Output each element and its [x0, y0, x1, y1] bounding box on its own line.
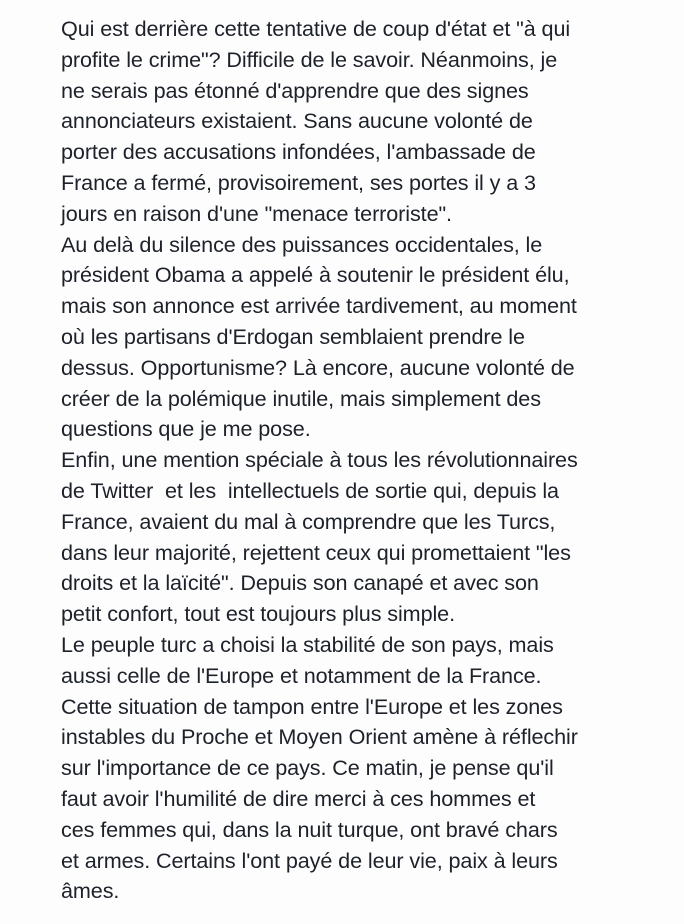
text-line: jours en raison d'une "menace terroriste". — [61, 200, 452, 226]
text-line: mais son annonce est arrivée tardivement, au moment — [61, 293, 577, 319]
text-line: aussi celle de l'Europe et notamment de la France. — [61, 662, 542, 688]
text-line: âmes. — [61, 878, 120, 904]
text-line: France a fermé, provisoirement, ses portes il y a 3 — [61, 169, 536, 195]
text-line: dessus. Opportunisme? Là encore, aucune volonté de — [61, 354, 575, 380]
text-line: Enfin, une mention spéciale à tous les révolutionnaires — [61, 447, 578, 473]
text-line: Cette situation de tampon entre l'Europe et les zones — [61, 693, 563, 719]
text-line: sur l'importance de ce pays. Ce matin, je pense qu'il — [61, 755, 554, 781]
text-line: et armes. Certains l'ont payé de leur vie, paix à leurs — [61, 847, 558, 873]
text-line: instables du Proche et Moyen Orient amène à réflechir — [61, 724, 578, 750]
text-line: de Twitter et les intellectuels de sortie qui, depuis la — [61, 477, 559, 503]
text-line: Le peuple turc a choisi la stabilité de son pays, mais — [61, 631, 554, 657]
text-line: président Obama a appelé à soutenir le président élu, — [61, 262, 570, 288]
text-line: petit confort, tout est toujours plus simple. — [61, 601, 455, 627]
text-line: annonciateurs existaient. Sans aucune volonté de — [61, 108, 533, 134]
text-line: ces femmes qui, dans la nuit turque, ont bravé chars — [61, 816, 558, 842]
text-line: où les partisans d'Erdogan semblaient prendre le — [61, 323, 525, 349]
text-line: questions que je me pose. — [61, 416, 311, 442]
text-line: Qui est derrière cette tentative de coup d'état et "à qui — [61, 16, 571, 41]
text-line: profite le crime"? Difficile de le savoir. Néanmoins, je — [61, 46, 558, 72]
text-line: ne serais pas étonné d'apprendre que des signes — [61, 77, 529, 103]
post-text — [61, 14, 661, 907]
text-line: droits et la laïcité". Depuis son canapé et avec son — [61, 570, 539, 596]
text-line: créer de la polémique inutile, mais simplement des — [61, 385, 541, 411]
text-line: porter des accusations infondées, l'ambassade de — [61, 139, 536, 165]
text-line: Au delà du silence des puissances occidentales, le — [61, 231, 543, 257]
text-line: dans leur majorité, rejettent ceux qui promettaient "les — [61, 539, 571, 565]
text-line: France, avaient du mal à comprendre que les Turcs, — [61, 508, 556, 534]
text-line: faut avoir l'humilité de dire merci à ces hommes et — [61, 785, 536, 811]
